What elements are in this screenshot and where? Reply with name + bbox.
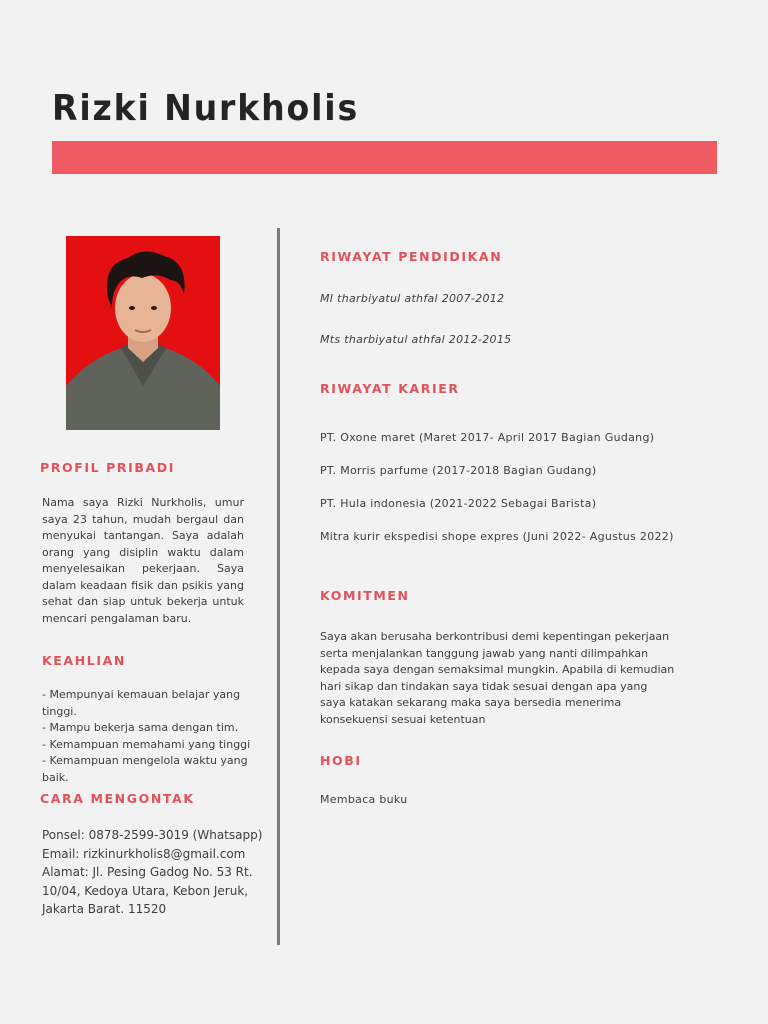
career-item: PT. Morris parfume (2017-2018 Bagian Gudang) <box>320 464 597 477</box>
education-heading: RIWAYAT PENDIDIKAN <box>320 249 503 264</box>
profile-heading: PROFIL PRIBADI <box>40 460 175 475</box>
contact-address-line: Jakarta Barat. 11520 <box>42 902 167 916</box>
list-item: - Kemampuan mengelola waktu yang baik. <box>42 754 248 784</box>
profile-text: Nama saya Rizki Nurkholis, umur saya 23 tahun, mudah bergaul dan menyukai tantangan. Saya adalah orang yang disiplin waktu dalam menyelesaikan pekerjaan. Saya dalam keadaan fisik dan psikis yang sehat dan siap untuk bekerja untuk mencari pengalaman baru. <box>42 496 244 625</box>
contact-address-line: Alamat: Jl. Pesing Gadog No. 53 Rt. <box>42 865 253 879</box>
resume-name: Rizki Nurkholis <box>52 88 360 129</box>
profile-photo <box>66 236 220 430</box>
education-item: Mts tharbiyatul athfal 2012-2015 <box>320 333 512 346</box>
hobby-text: Membaca buku <box>320 793 408 806</box>
list-item: - Kemampuan memahami yang tinggi <box>42 737 251 751</box>
list-item: - Mampu bekerja sama dengan tim. <box>42 721 239 734</box>
contact-address-line: 10/04, Kedoya Utara, Kebon Jeruk, <box>42 883 249 898</box>
contact-heading: CARA MENGONTAK <box>40 791 195 806</box>
contact-block <box>42 826 272 919</box>
person-portrait-icon <box>66 236 220 430</box>
education-item: MI tharbiyatul athfal 2007-2012 <box>320 292 505 305</box>
header-accent-bar <box>52 141 717 174</box>
skills-heading: KEAHLIAN <box>42 653 126 668</box>
commitment-heading: KOMITMEN <box>320 588 410 603</box>
career-item: PT. Oxone maret (Maret 2017- April 2017 Bagian Gudang) <box>320 431 655 444</box>
career-heading: RIWAYAT KARIER <box>320 381 460 396</box>
commitment-text: Saya akan berusaha berkontribusi demi kepentingan pekerjaan serta menjalankan tanggung jawab yang nanti dilimpahkan kepada saya dengan semaksimal mungkin. Apabila di kemudian hari sikap dan tindakan saya tidak sesuai dengan apa yang saya katakan sekarang maka saya bersedia menerima konsekuensi sesuai ketentuan <box>320 630 675 726</box>
hobby-heading: HOBI <box>320 753 362 768</box>
contact-email: Email: rizkinurkholis8@gmail.com <box>42 846 246 861</box>
skills-list <box>42 687 272 786</box>
career-item: Mitra kurir ekspedisi shope expres (Juni 2022- Agustus 2022) <box>320 530 674 543</box>
list-item: - Mempunyai kemauan belajar yang tinggi. <box>42 688 241 718</box>
contact-phone: Ponsel: 0878-2599-3019 (Whatsapp) <box>42 828 263 842</box>
column-divider <box>277 228 280 945</box>
career-item: PT. Hula indonesia (2021-2022 Sebagai Barista) <box>320 497 597 510</box>
